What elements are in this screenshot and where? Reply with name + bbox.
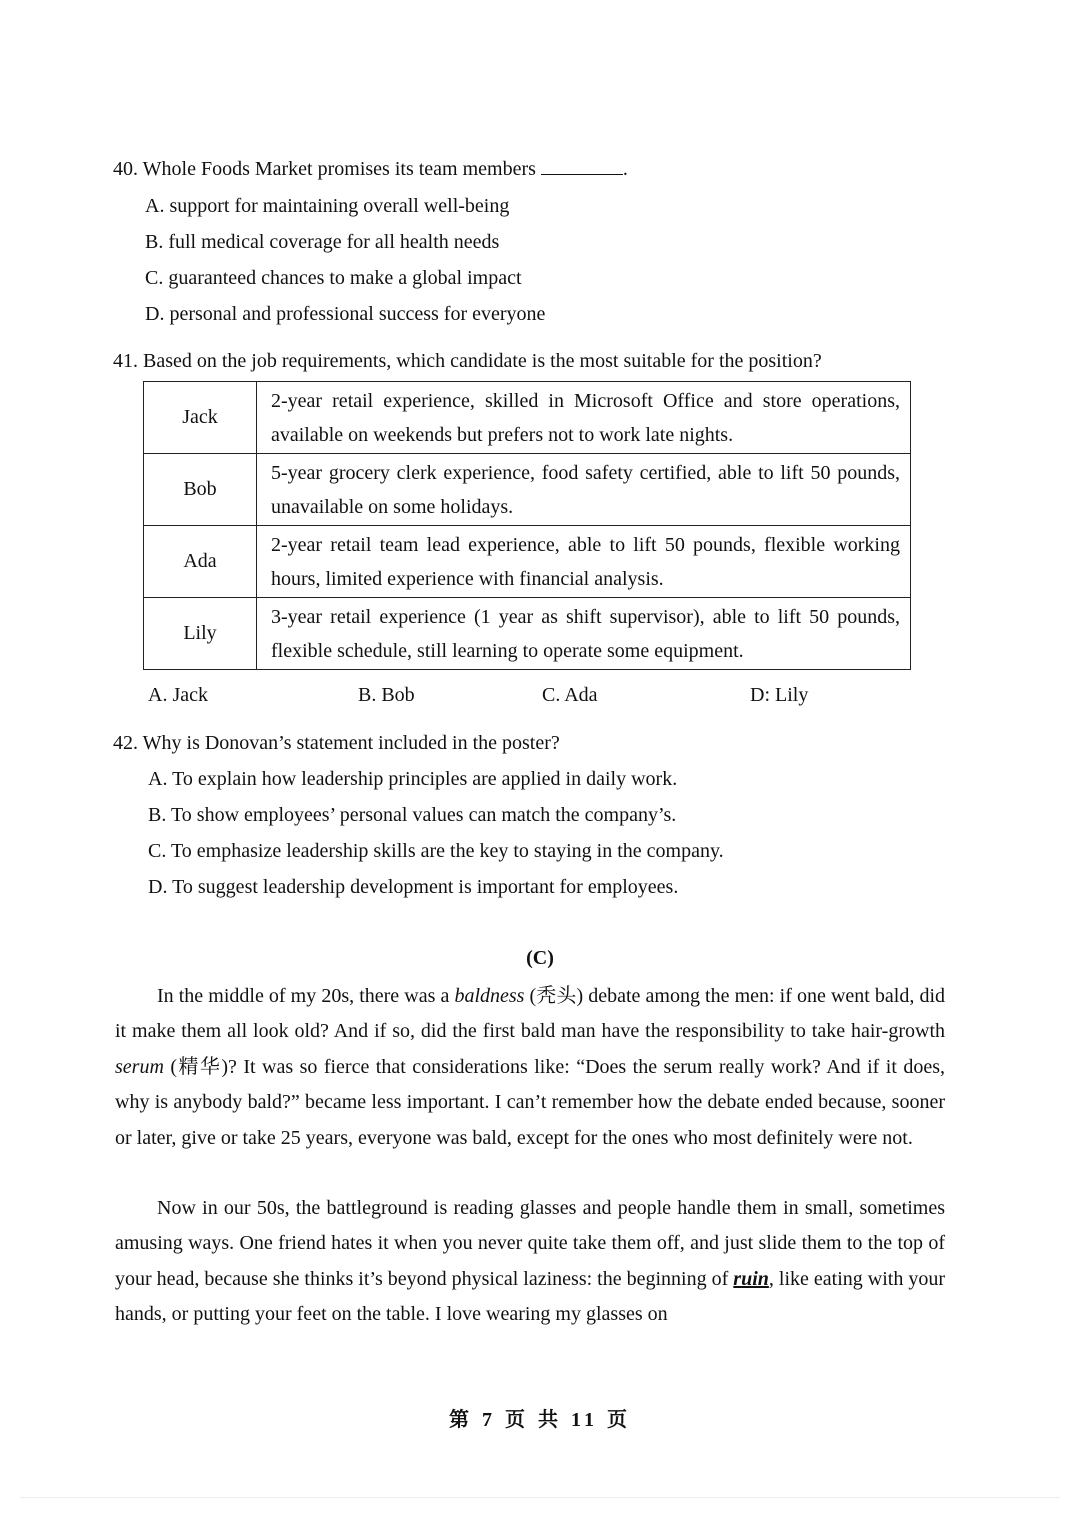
candidate-name: Bob xyxy=(144,454,257,526)
table-row xyxy=(144,454,911,526)
text: (秃头) debate among the men: if one went bald, did it make them all look old? And if so, did the first bald man have the responsibility to take hair-growth xyxy=(115,985,946,1043)
question-40-stem: 40. Whole Foods Market promises its team members xyxy=(113,158,536,180)
italic-term: baldness xyxy=(454,985,525,1007)
option-d: D: Lily xyxy=(750,684,809,706)
table-row xyxy=(144,526,911,598)
text: In the middle of my 20s, there was a xyxy=(157,985,455,1007)
passage-paragraph-2 xyxy=(115,1191,945,1333)
option-b: B. Bob xyxy=(358,684,415,706)
period: . xyxy=(622,158,628,180)
candidate-name: Ada xyxy=(144,526,257,598)
answer-blank xyxy=(541,160,623,175)
table-row xyxy=(144,598,911,670)
question-42-stem: 42. Why is Donovan’s statement included in the poster? xyxy=(113,732,560,754)
page-number: 第 7 页 共 11 页 xyxy=(449,1409,631,1431)
option-c: C. guaranteed chances to make a global impact xyxy=(145,267,522,289)
option-b: B. full medical coverage for all health needs xyxy=(145,231,500,253)
question-41-stem: 41. Based on the job requirements, which candidate is the most suitable for the position? xyxy=(113,350,822,372)
option-d: D. personal and professional success for everyone xyxy=(145,303,546,325)
italic-term: serum xyxy=(115,1055,164,1078)
candidate-description: 3-year retail experience (1 year as shift supervisor), able to lift 50 pounds, flexible schedule, still learning to operate some equipment. xyxy=(257,598,911,670)
underlined-term: ruin xyxy=(733,1267,769,1290)
candidate-description: 2-year retail team lead experience, able to lift 50 pounds, flexible working hours, limited experience with financial analysis. xyxy=(257,526,911,598)
option-c: C. Ada xyxy=(542,684,598,706)
text: , like eating with your hands, or putting your feet on the table. I love wearing my glasses on xyxy=(115,1267,945,1326)
option-a: A. support for maintaining overall well-being xyxy=(145,195,510,217)
section-title: (C) xyxy=(526,947,554,969)
passage-paragraph-1 xyxy=(115,979,945,1156)
question-40 xyxy=(113,158,628,181)
candidate-description: 2-year retail experience, skilled in Microsoft Office and store operations, available on weekends but prefers not to work late nights. xyxy=(257,382,911,454)
option-b: B. To show employees’ personal values can match the company’s. xyxy=(148,804,677,826)
table-row xyxy=(144,382,911,454)
option-d: D. To suggest leadership development is important for employees. xyxy=(148,876,679,898)
divider xyxy=(20,1497,1060,1498)
candidate-description: 5-year grocery clerk experience, food safety certified, able to lift 50 pounds, unavailable on some holidays. xyxy=(257,454,911,526)
option-a: A. To explain how leadership principles are applied in daily work. xyxy=(148,768,678,790)
candidate-name: Jack xyxy=(144,382,257,454)
text: (精华)? It was so fierce that considerations like: “Does the serum really work? And if it does, why is anybody bald?” became less important. I can’t remember how the debate ended because, sooner or later, give or take 25 years, everyone was bald, except for the ones who most definitely were not. xyxy=(115,1055,945,1149)
option-c: C. To emphasize leadership skills are the key to staying in the company. xyxy=(148,840,724,862)
option-a: A. Jack xyxy=(148,684,208,706)
candidate-name: Lily xyxy=(144,598,257,670)
text: Now in our 50s, the battleground is reading glasses and people handle them in small, sometimes amusing ways. One friend hates it when you never quite take them off, and just slide them to the top of your head, because she thinks it’s beyond physical laziness: the beginning of xyxy=(115,1197,945,1290)
candidate-table xyxy=(143,381,911,670)
